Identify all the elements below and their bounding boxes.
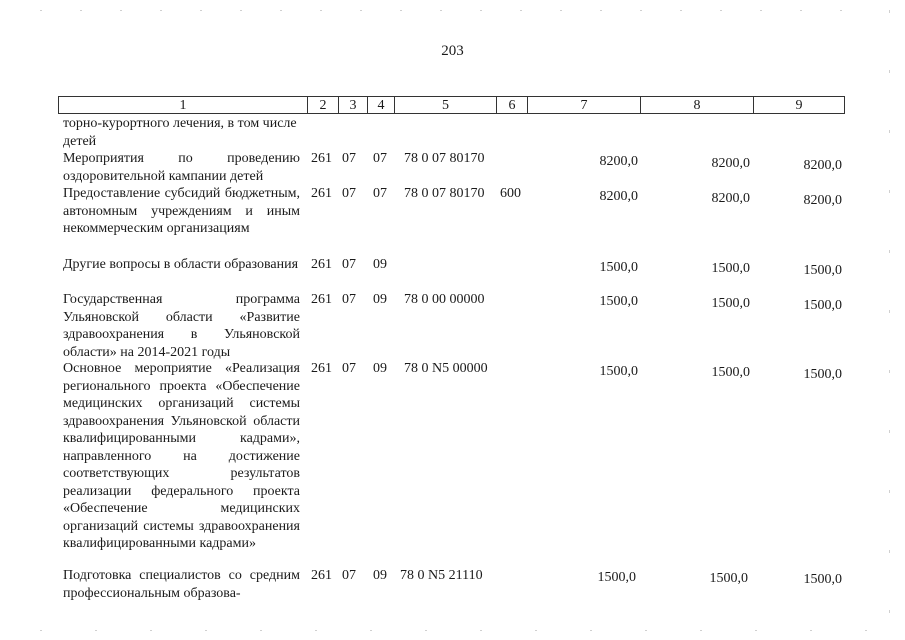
row-code: 261 bbox=[311, 292, 332, 307]
header-col-3: 3 bbox=[338, 96, 367, 114]
row-year3: 1500,0 bbox=[803, 572, 842, 587]
row-subsection: 09 bbox=[373, 361, 387, 376]
row-year2: 8200,0 bbox=[711, 191, 750, 206]
page-number: 203 bbox=[441, 43, 464, 59]
row-section: 07 bbox=[342, 292, 356, 307]
row-target: 78 0 07 80170 bbox=[404, 151, 485, 166]
row-subsection: 07 bbox=[373, 186, 387, 201]
row-year3: 1500,0 bbox=[803, 298, 842, 313]
header-col-5: 5 bbox=[394, 96, 496, 114]
row-code: 261 bbox=[311, 361, 332, 376]
scan-artifact-bottom bbox=[40, 630, 870, 631]
row-code: 261 bbox=[311, 186, 332, 201]
row-year3: 8200,0 bbox=[803, 193, 842, 208]
row-year2: 8200,0 bbox=[711, 156, 750, 171]
row-vr: 600 bbox=[500, 186, 521, 201]
row-subsection: 09 bbox=[373, 257, 387, 272]
row-name: торно-курортного лечения, в том числе детей bbox=[63, 116, 297, 149]
row-target: 78 0 N5 00000 bbox=[404, 361, 488, 376]
row-section: 07 bbox=[342, 361, 356, 376]
row-name: Предоставление субсидий бюджетным, автономным учреждениям и иным некоммерческим организациям bbox=[63, 186, 300, 236]
header-col-4: 4 bbox=[367, 96, 394, 114]
row-code: 261 bbox=[311, 151, 332, 166]
row-target: 78 0 00 00000 bbox=[404, 292, 485, 307]
header-col-1: 1 bbox=[58, 96, 307, 114]
scan-artifact-right bbox=[889, 10, 890, 630]
header-col-7: 7 bbox=[527, 96, 640, 114]
row-section: 07 bbox=[342, 186, 356, 201]
row-year3: 1500,0 bbox=[803, 367, 842, 382]
row-year1: 8200,0 bbox=[599, 154, 638, 169]
row-code: 261 bbox=[311, 568, 332, 583]
row-subsection: 09 bbox=[373, 568, 387, 583]
header-col-2: 2 bbox=[307, 96, 338, 114]
row-year1: 1500,0 bbox=[599, 260, 638, 275]
row-year2: 1500,0 bbox=[711, 365, 750, 380]
header-col-6: 6 bbox=[496, 96, 527, 114]
row-name: Другие вопросы в области образования bbox=[63, 257, 299, 272]
header-col-8: 8 bbox=[640, 96, 753, 114]
row-name: Подготовка специалистов со средним профессиональным образова- bbox=[63, 568, 300, 601]
row-target: 78 0 N5 21110 bbox=[400, 568, 483, 583]
row-year1: 1500,0 bbox=[597, 570, 636, 585]
row-section: 07 bbox=[342, 568, 356, 583]
row-subsection: 09 bbox=[373, 292, 387, 307]
row-code: 261 bbox=[311, 257, 332, 272]
row-name: Государственная программа Ульяновской области «Развитие здравоохранения в Ульяновской области» на 2014-2021 годы bbox=[63, 292, 300, 360]
row-section: 07 bbox=[342, 257, 356, 272]
row-year2: 1500,0 bbox=[711, 261, 750, 276]
row-year1: 1500,0 bbox=[599, 294, 638, 309]
row-subsection: 07 bbox=[373, 151, 387, 166]
row-target: 78 0 07 80170 bbox=[404, 186, 485, 201]
header-col-9: 9 bbox=[753, 96, 845, 114]
scan-artifact-top bbox=[40, 10, 870, 11]
row-year3: 1500,0 bbox=[803, 263, 842, 278]
row-section: 07 bbox=[342, 151, 356, 166]
row-name: Основное мероприятие «Реализация регионального проекта «Обеспечение медицинских организаций системы здравоохранения Ульяновской области квалифицированными кадрами», направленного на достижение соответствующих результатов реализации федерального проекта «Обеспечение медицинских организаций системы здравоохранения квалифицированными кадрами» bbox=[63, 361, 300, 551]
row-year2: 1500,0 bbox=[709, 571, 748, 586]
row-year1: 1500,0 bbox=[599, 364, 638, 379]
row-year3: 8200,0 bbox=[803, 158, 842, 173]
row-year2: 1500,0 bbox=[711, 296, 750, 311]
row-name: Мероприятия по проведению оздоровительной кампании детей bbox=[63, 151, 300, 184]
row-year1: 8200,0 bbox=[599, 189, 638, 204]
